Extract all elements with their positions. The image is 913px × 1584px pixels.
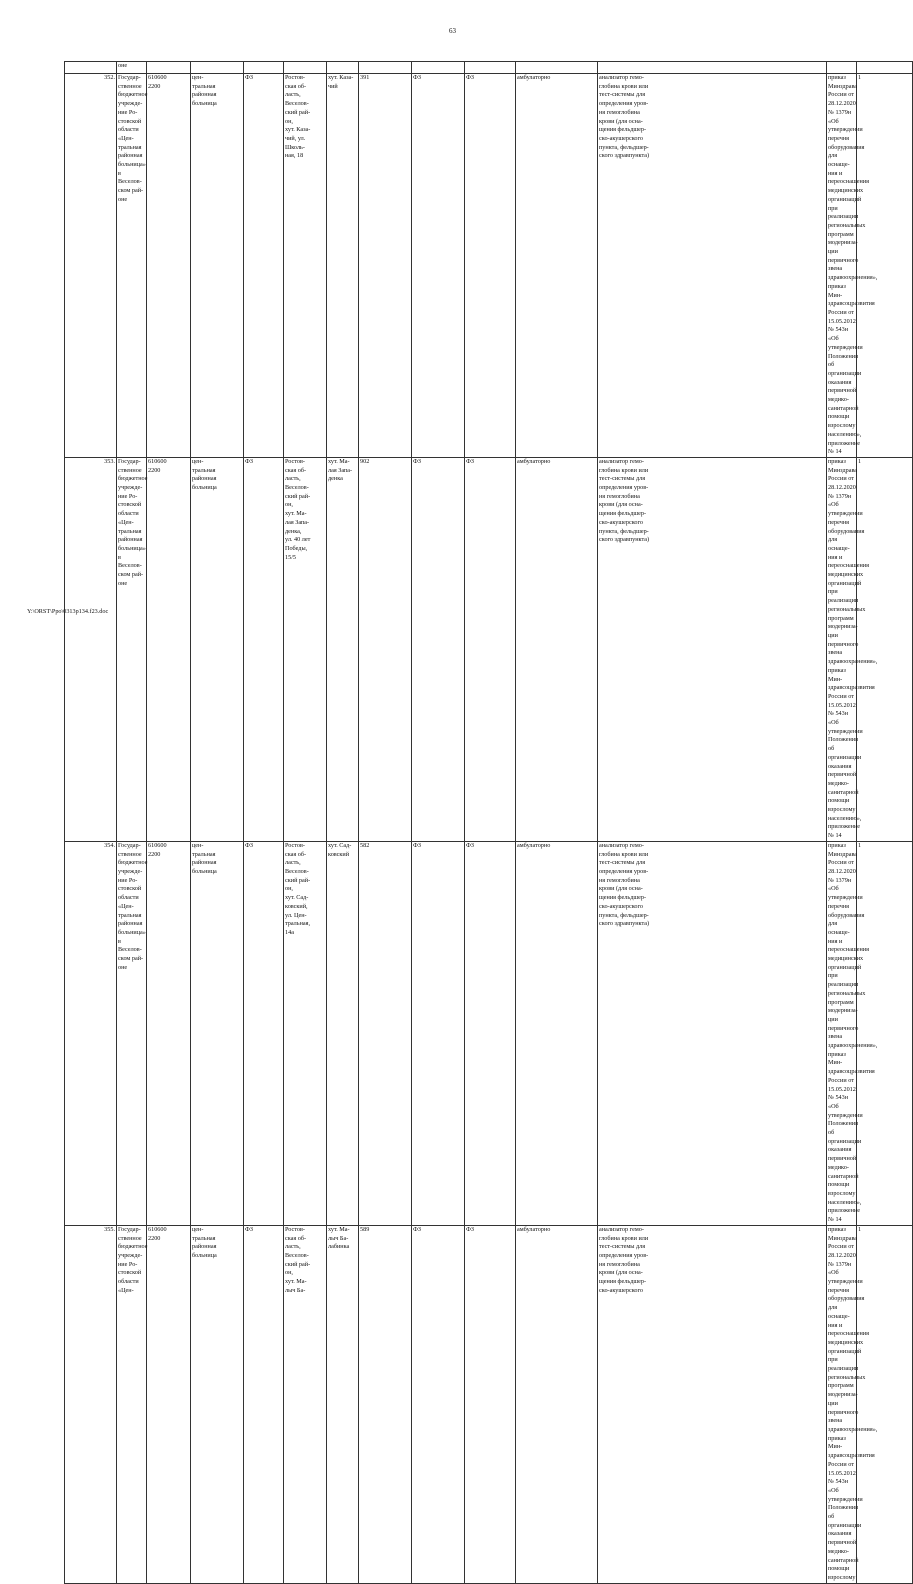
unit-type-planned: ФЗ bbox=[412, 1225, 465, 1583]
address: Ростов- ская об- ласть, Веселов- ский рай- он, хут. Каза- чий, ул. Школь- ная, 18 bbox=[284, 74, 327, 458]
institution-name-tail: оне bbox=[117, 62, 147, 74]
institution-code: 610600 2200 bbox=[147, 74, 191, 458]
institution-code: 610600 2200 bbox=[147, 1225, 191, 1583]
institution-type: цен- тральная районная больница bbox=[191, 1225, 244, 1583]
settlement: хут. Ма- лыч Ба- лабинка bbox=[327, 1225, 359, 1583]
address: Ростов- ская об- ласть, Веселов- ский рай- он, хут. Ма- лыч Ба- bbox=[284, 1225, 327, 1583]
equipment-name: анализатор гемо- глобина крови или тест-системы для определения уров- ня гемоглобина крови (для осна- щения фельдшер- ско-акушерского пункта, фельдшер- ского здравпункта) bbox=[598, 74, 827, 458]
equipment-name: анализатор гемо- глобина крови или тест-системы для определения уров- ня гемоглобина крови (для осна- щения фельдшер- ско-акушерского bbox=[598, 1225, 827, 1583]
unit-type-target: ФЗ bbox=[465, 457, 516, 841]
institution-type: цен- тральная районная больница bbox=[191, 457, 244, 841]
equipment-name: анализатор гемо- глобина крови или тест-системы для определения уров- ня гемоглобина крови (для осна- щения фельдшер- ско-акушерского пункта, фельдшер- ского здравпункта) bbox=[598, 457, 827, 841]
row-number: 355. bbox=[65, 1225, 117, 1583]
population: 391 bbox=[359, 74, 412, 458]
population: 589 bbox=[359, 1225, 412, 1583]
unit-type-planned: ФЗ bbox=[412, 457, 465, 841]
table-row bbox=[65, 457, 913, 841]
settlement: хут. Ма- лая Запа- денка bbox=[327, 457, 359, 841]
legal-basis: приказ Минздрава России от 28.12.2020 № 1379н «Об утверждении перечня оборудования для оснаще- ния и переоснащения медицинских организаций при реализации региональных программ модерниза- ции первичного звена здравоохранения», приказ Мин- здравсоцразвития России от 15.05.2012 № 543н «Об утверждении Положения об организации оказания первичной медико-санитарной помощи взрослому населению», приложение № 14 bbox=[827, 841, 857, 1225]
quantity: 1 bbox=[857, 74, 913, 458]
unit-type-target: ФЗ bbox=[465, 841, 516, 1225]
population: 902 bbox=[359, 457, 412, 841]
unit-type-target: ФЗ bbox=[465, 1225, 516, 1583]
table-row bbox=[65, 74, 913, 458]
unit-type: ФЗ bbox=[244, 457, 284, 841]
care-conditions: амбулаторно bbox=[516, 74, 598, 458]
row-number: 353. bbox=[65, 457, 117, 841]
table-row bbox=[65, 841, 913, 1225]
address: Ростов- ская об- ласть, Веселов- ский рай- он, хут. Ма- лая Запа- денка, ул. 40 лет Победы, 15/5 bbox=[284, 457, 327, 841]
unit-type-planned: ФЗ bbox=[412, 841, 465, 1225]
quantity: 1 bbox=[857, 841, 913, 1225]
unit-type: ФЗ bbox=[244, 841, 284, 1225]
care-conditions: амбулаторно bbox=[516, 457, 598, 841]
unit-type-planned: ФЗ bbox=[412, 74, 465, 458]
institution-type: цен- тральная районная больница bbox=[191, 74, 244, 458]
institution-code: 610600 2200 bbox=[147, 841, 191, 1225]
legal-basis: приказ Минздрава России от 28.12.2020 № 1379н «Об утверждении перечня оборудования для оснаще- ния и переоснащения медицинских организаций при реализации региональных программ модерниза- ции первичного звена здравоохранения», приказ Мин- здравсоцразвития России от 15.05.2012 № 543н «Об утверждении Положения об организации оказания первичной медико-санитарной помощи взрослому населению», приложение № 14 bbox=[827, 74, 857, 458]
row-number: 352. bbox=[65, 74, 117, 458]
unit-type-target: ФЗ bbox=[465, 74, 516, 458]
equipment-table bbox=[64, 61, 913, 1584]
care-conditions: амбулаторно bbox=[516, 841, 598, 1225]
care-conditions: амбулаторно bbox=[516, 1225, 598, 1583]
unit-type: ФЗ bbox=[244, 74, 284, 458]
file-path-footer: Y:\ORST\Ppo\0313p134.f23.doc bbox=[27, 608, 109, 615]
institution-code: 610600 2200 bbox=[147, 457, 191, 841]
legal-basis: приказ Минздрава России от 28.12.2020 № 1379н «Об утверждении перечня оборудования для оснаще- ния и переоснащения медицинских организаций при реализации региональных программ модерниза- ции первичного звена здравоохранения», приказ Мин- здравсоцразвития России от 15.05.2012 № 543н «Об утверждении Положения об организации оказания первичной медико-санитарной помощи взрослому населению», приложение № 14 bbox=[827, 457, 857, 841]
row-number: 354. bbox=[65, 841, 117, 1225]
population: 582 bbox=[359, 841, 412, 1225]
institution-name: Государ- ственное бюджетное учрежде- ние Ро- стовской области «Цен- тральная районная больница» в Веселов- ском рай- оне bbox=[117, 74, 147, 458]
unit-type: ФЗ bbox=[244, 1225, 284, 1583]
institution-name: Государ- ственное бюджетное учрежде- ние Ро- стовской области «Цен- тральная районная больница» в Веселов- ском рай- оне bbox=[117, 841, 147, 1225]
equipment-name: анализатор гемо- глобина крови или тест-системы для определения уров- ня гемоглобина крови (для осна- щения фельдшер- ско-акушерского пункта, фельдшер- ского здравпункта) bbox=[598, 841, 827, 1225]
legal-basis: приказ Минздрава России от 28.12.2020 № 1379н «Об утверждении перечня оборудования для оснаще- ния и переоснащения медицинских организаций при реализации региональных программ модерниза- ции первичного звена здравоохранения», приказ Мин- здравсоцразвития России от 15.05.2012 № 543н «Об утверждении Положения об организации оказания первичной медико-санитарной помощи взрослому bbox=[827, 1225, 857, 1583]
institution-name: Государ- ственное бюджетное учрежде- ние Ро- стовской области «Цен- тральная районная больница» в Веселов- ском рай- оне bbox=[117, 457, 147, 841]
settlement: хут. Каза- чий bbox=[327, 74, 359, 458]
table-row bbox=[65, 1225, 913, 1583]
institution-type: цен- тральная районная больница bbox=[191, 841, 244, 1225]
quantity: 1 bbox=[857, 1225, 913, 1583]
settlement: хут. Сад- ковский bbox=[327, 841, 359, 1225]
address: Ростов- ская об- ласть, Веселов- ский рай- он, хут. Сад- ковский, ул. Цен- тральная, 14а bbox=[284, 841, 327, 1225]
institution-name: Государ- ственное бюджетное учрежде- ние Ро- стовской области «Цен- bbox=[117, 1225, 147, 1583]
continuation-row bbox=[65, 62, 913, 74]
page-number: 63 bbox=[449, 27, 456, 35]
quantity: 1 bbox=[857, 457, 913, 841]
